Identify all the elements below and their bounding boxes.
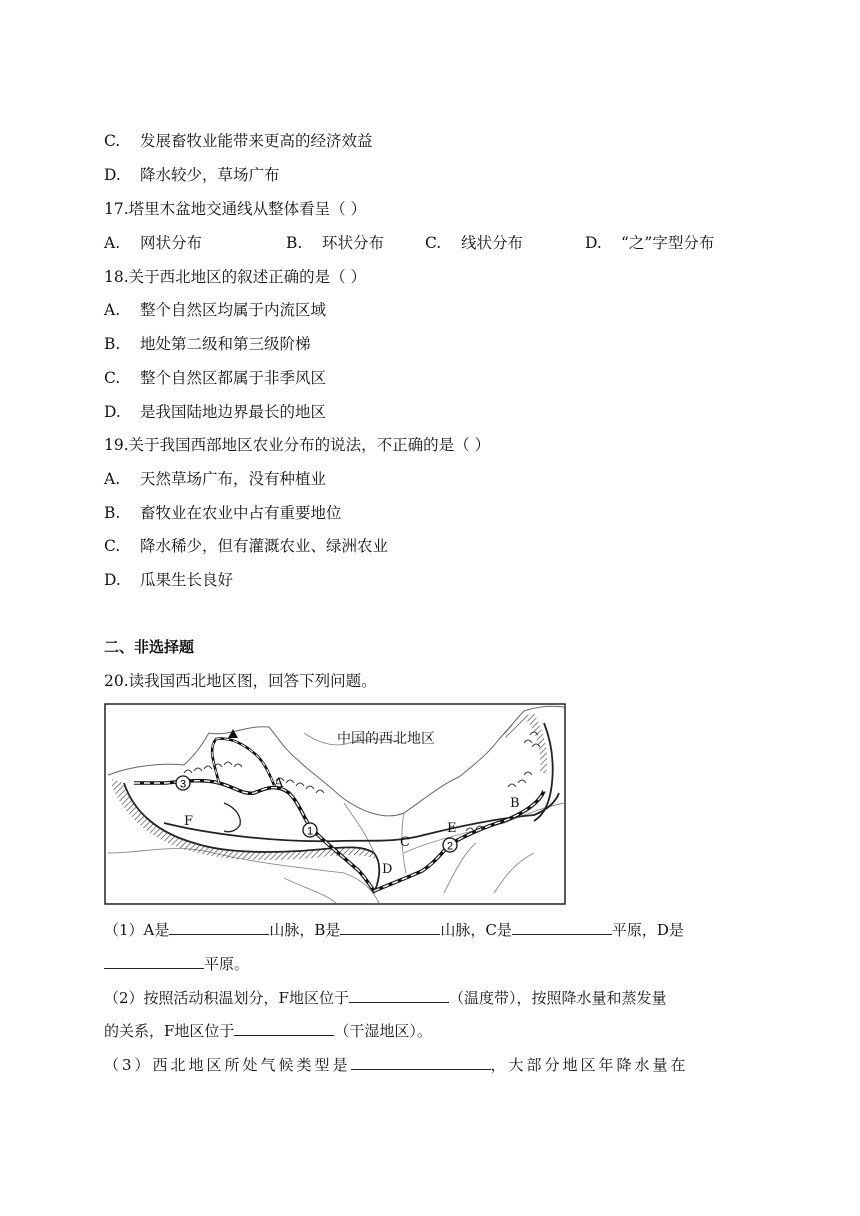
q18-option-d	[104, 402, 326, 422]
option-text: 线状分布	[461, 234, 524, 252]
map-label-b: B	[510, 796, 520, 811]
option-label: B.	[286, 234, 303, 252]
q18-stem: 18.关于西北地区的叙述正确的是（ ）	[104, 268, 367, 286]
map-label-e: E	[447, 821, 457, 836]
q20-part2-line2	[104, 1021, 432, 1041]
q17-option-a	[104, 233, 286, 253]
option-label: C.	[425, 234, 442, 252]
option-text: 地处第二级和第三级阶梯	[140, 335, 311, 353]
q19-option-b	[104, 503, 342, 523]
q16-option-c	[104, 131, 373, 151]
option-label: A.	[104, 301, 121, 319]
option-text: 整个自然区均属于内流区域	[140, 301, 327, 319]
q20-part1-line2	[104, 954, 249, 974]
q20-stem: 20.读我国西北地区图，回答下列问题。	[104, 672, 377, 690]
option-text: 瓜果生长良好	[140, 571, 234, 589]
p1-a-post: 山脉，B是	[269, 921, 341, 939]
map-label-f: F	[184, 814, 194, 829]
option-label: B.	[104, 504, 121, 522]
map-frame	[105, 704, 565, 904]
option-label: D.	[104, 571, 121, 589]
option-text: “之”字型分布	[621, 234, 715, 252]
option-text: 降水稀少，但有灌溉农业、绿洲农业	[140, 537, 389, 555]
map-label-d: D	[382, 862, 393, 877]
option-label: D.	[104, 403, 121, 421]
p2-post: （干湿地区）。	[334, 1022, 432, 1040]
p1-b-post: 山脉，C是	[440, 921, 512, 939]
q18-option-a	[104, 300, 326, 320]
option-text: 环状分布	[322, 234, 385, 252]
q17-stem: 17.塔里木盆地交通线从整体看呈（ ）	[104, 200, 367, 218]
option-text: 降水较少，草场广布	[140, 166, 280, 184]
p3-pre: （3）西北地区所处气候类型是	[104, 1056, 351, 1074]
q17-options	[104, 233, 714, 253]
option-text: 是我国陆地边界最长的地区	[140, 403, 327, 421]
blank-temperature-zone[interactable]	[349, 988, 449, 1003]
option-label: C.	[104, 537, 121, 555]
station-number-3: 3	[179, 778, 187, 791]
map-label-a: A	[274, 776, 284, 791]
option-text: 发展畜牧业能带来更高的经济效益	[140, 132, 373, 150]
q17-option-c	[425, 233, 585, 253]
option-label: A.	[104, 234, 121, 252]
station-number-1: 1	[306, 825, 314, 838]
q19-option-d	[104, 570, 233, 590]
q20-part3-line1	[104, 1055, 689, 1075]
blank-a[interactable]	[169, 920, 269, 935]
blank-b[interactable]	[340, 920, 440, 935]
option-text: 整个自然区都属于非季风区	[140, 369, 327, 387]
option-text: 畜牧业在农业中占有重要地位	[140, 504, 342, 522]
option-label: C.	[104, 369, 121, 387]
option-text: 网状分布	[140, 234, 203, 252]
option-label: B.	[104, 335, 121, 353]
option-label: D.	[585, 234, 602, 252]
option-label: D.	[104, 166, 121, 184]
p3-post: ，大部分地区年降水量在	[490, 1056, 689, 1074]
blank-climate-type[interactable]	[351, 1055, 491, 1070]
q16-option-d	[104, 165, 280, 185]
q18-option-b	[104, 334, 311, 354]
q17-option-b	[286, 233, 425, 253]
q18-option-c	[104, 368, 326, 388]
q19-stem: 19.关于我国西部地区农业分布的说法，不正确的是（ ）	[104, 436, 491, 454]
q19-option-c	[104, 536, 388, 556]
q19-option-a	[104, 469, 326, 489]
p1-c-post: 平原，D是	[611, 921, 684, 939]
p2-pre: （2）按照活动积温划分，F地区位于	[104, 989, 349, 1007]
section-heading: 二、非选择题	[104, 638, 195, 656]
blank-dry-wet-zone[interactable]	[234, 1021, 334, 1036]
p2-mid: （温度带），按照降水量和蒸发量	[448, 989, 667, 1007]
p1-a-pre: （1）A是	[104, 921, 170, 939]
p2-line2-pre: 的关系，F地区位于	[104, 1022, 235, 1040]
blank-c[interactable]	[512, 920, 612, 935]
northwest-china-map	[104, 703, 566, 905]
blank-d[interactable]	[104, 954, 204, 969]
option-label: A.	[104, 470, 121, 488]
q20-part2-line1	[104, 988, 666, 1008]
map-title: 中国的西北地区	[337, 731, 435, 747]
q20-part1-line1	[104, 920, 684, 940]
option-text: 天然草场广布，没有种植业	[140, 470, 327, 488]
map-label-c: C	[400, 835, 410, 850]
q17-option-d	[585, 233, 714, 253]
p1-d-post: 平原。	[204, 955, 250, 973]
station-number-2: 2	[446, 840, 454, 853]
option-label: C.	[104, 132, 121, 150]
